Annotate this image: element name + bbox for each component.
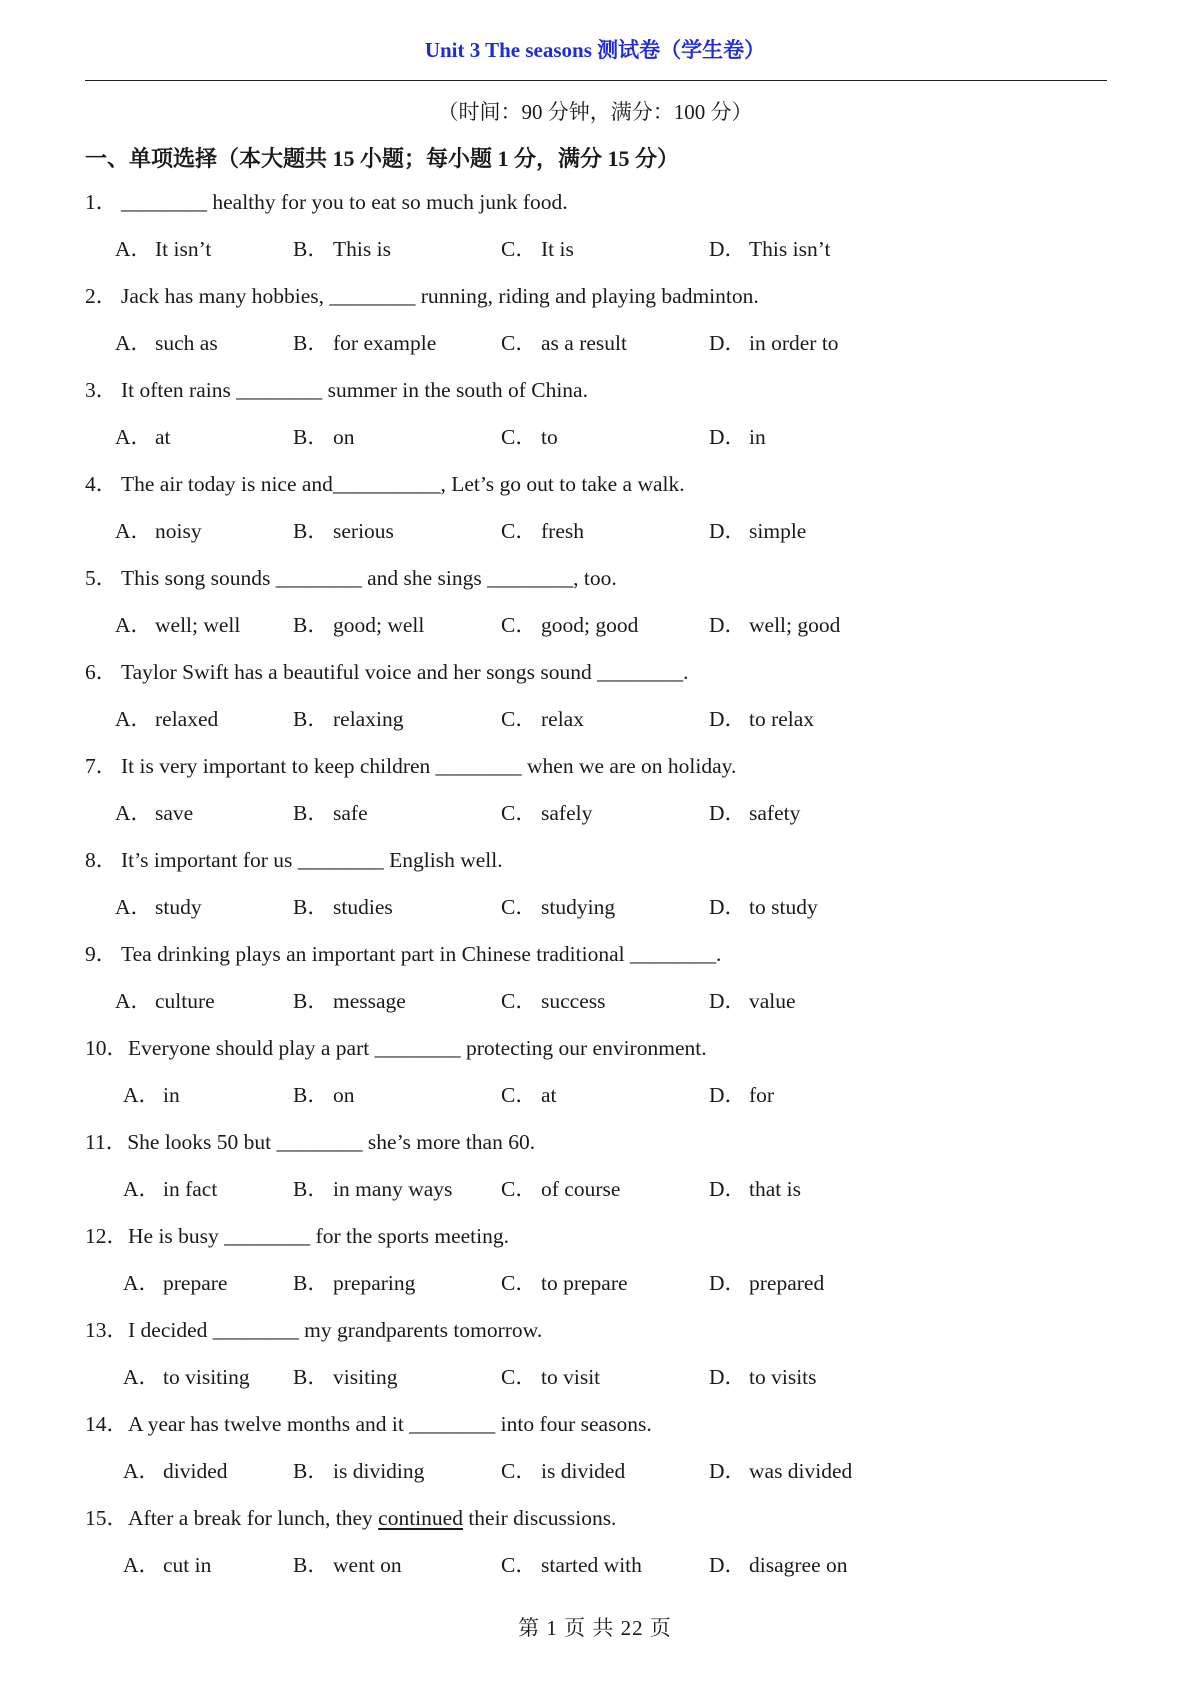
question-text: when we are on holiday. [521, 754, 737, 778]
question-text: into four seasons. [495, 1412, 652, 1436]
question-item [85, 281, 1107, 375]
option-text: in order to [749, 331, 839, 355]
option-text: to [541, 425, 558, 449]
answer-blank: ________ [374, 1036, 461, 1060]
option-letter: C． [501, 237, 537, 261]
answer-options [115, 798, 1075, 828]
option-letter: B． [293, 1083, 329, 1107]
option-a [123, 1268, 227, 1298]
option-letter: B． [293, 237, 329, 261]
question-text: and she sings ________, too. [361, 566, 617, 590]
option-text: cut in [163, 1553, 212, 1577]
option-a [115, 516, 202, 546]
answer-blank: ________ [329, 284, 416, 308]
question-stem [85, 1033, 707, 1063]
question-text: It often rains [121, 378, 237, 402]
option-text: prepared [749, 1271, 825, 1295]
question-item [85, 1127, 1107, 1221]
question-text: After a break for lunch, they [128, 1506, 379, 1530]
option-d [709, 1456, 852, 1486]
question-item [85, 751, 1107, 845]
option-d [709, 422, 766, 452]
option-text: on [333, 425, 355, 449]
option-d [709, 892, 818, 922]
answer-blank: ________ [297, 848, 384, 872]
option-b [293, 610, 424, 640]
option-letter: A． [123, 1271, 161, 1295]
question-number: 12． [85, 1224, 129, 1248]
option-c [501, 1456, 625, 1486]
question-number: 11． [85, 1130, 128, 1154]
option-c [501, 1080, 557, 1110]
option-c [501, 1268, 628, 1298]
option-letter: A． [115, 989, 153, 1013]
question-item [85, 187, 1107, 281]
option-d [709, 1268, 824, 1298]
question-number: 10． [85, 1036, 129, 1060]
option-text: well; well [155, 613, 241, 637]
option-letter: D． [709, 331, 747, 355]
option-letter: A． [123, 1459, 161, 1483]
option-text: was divided [749, 1459, 853, 1483]
option-text: culture [155, 989, 215, 1013]
option-text: such as [155, 331, 218, 355]
option-letter: B． [293, 895, 329, 919]
question-text: English well. [383, 848, 503, 872]
option-text: It isn’t [155, 237, 212, 261]
option-letter: D． [709, 1177, 747, 1201]
question-text: she’s more than 60. [362, 1130, 536, 1154]
answer-options [123, 1268, 1083, 1298]
answer-options [115, 892, 1075, 922]
answer-blank: ________ [276, 1130, 363, 1154]
option-a [115, 328, 218, 358]
answer-blank: ________ [275, 566, 362, 590]
option-c [501, 986, 605, 1016]
option-letter: A． [115, 331, 153, 355]
option-text: for [749, 1083, 775, 1107]
option-text: is divided [541, 1459, 626, 1483]
option-text: relaxed [155, 707, 219, 731]
option-text: noisy [155, 519, 202, 543]
question-item [85, 1033, 1107, 1127]
option-letter: C． [501, 801, 537, 825]
question-stem [85, 1409, 652, 1439]
option-letter: D． [709, 425, 747, 449]
option-text: to visits [749, 1365, 817, 1389]
question-item [85, 939, 1107, 1033]
option-text: that is [749, 1177, 801, 1201]
page-title: Unit 3 The seasons 测试卷（学生卷） [424, 38, 766, 62]
question-text: This song sounds [121, 566, 276, 590]
option-letter: C． [501, 1459, 537, 1483]
answer-blank: __________ [332, 472, 441, 496]
option-c [501, 1174, 620, 1204]
question-text: Taylor Swift has a beautiful voice and her songs sound [121, 660, 598, 684]
option-text: to visit [541, 1365, 601, 1389]
option-b [293, 986, 406, 1016]
question-text: for the sports meeting. [310, 1224, 510, 1248]
option-text: studying [541, 895, 616, 919]
option-letter: D． [709, 519, 747, 543]
question-item [85, 1409, 1107, 1503]
option-a [115, 892, 202, 922]
question-stem [85, 657, 689, 687]
option-d [709, 704, 814, 734]
underlined-word: continued [378, 1506, 463, 1530]
option-b [293, 1174, 452, 1204]
option-text: to relax [749, 707, 815, 731]
option-a [123, 1174, 217, 1204]
option-letter: D． [709, 989, 747, 1013]
question-number: 7． [85, 754, 118, 778]
option-letter: B． [293, 613, 329, 637]
page-number: 第 1 页 共 22 页 [518, 1616, 672, 1640]
option-letter: C． [501, 613, 537, 637]
option-letter: D． [709, 895, 747, 919]
option-letter: B． [293, 519, 329, 543]
option-d [709, 986, 796, 1016]
question-text: healthy for you to eat so much junk food. [207, 190, 568, 214]
question-item [85, 845, 1107, 939]
option-text: for example [333, 331, 437, 355]
answer-options [123, 1174, 1083, 1204]
question-stem [85, 375, 588, 405]
option-letter: D． [709, 1083, 747, 1107]
question-item [85, 1315, 1107, 1409]
option-text: is dividing [333, 1459, 425, 1483]
question-stem [85, 187, 568, 217]
option-text: on [333, 1083, 355, 1107]
option-letter: C． [501, 1177, 537, 1201]
option-letter: B． [293, 1271, 329, 1295]
answer-blank: ________ [435, 754, 522, 778]
option-d [709, 1174, 801, 1204]
answer-blank: ________ [224, 1224, 311, 1248]
option-letter: D． [709, 1365, 747, 1389]
question-stem [85, 1127, 535, 1157]
question-stem [85, 1221, 509, 1251]
question-text: summer in the south of China. [322, 378, 588, 402]
question-number: 2． [85, 284, 118, 308]
option-letter: C． [501, 1271, 537, 1295]
option-text: safety [749, 801, 801, 825]
question-stem [85, 1315, 542, 1345]
question-text: It is very important to keep children [121, 754, 436, 778]
option-text: went on [333, 1553, 402, 1577]
option-c [501, 892, 615, 922]
option-letter: A． [115, 519, 153, 543]
option-text: at [155, 425, 171, 449]
option-a [123, 1550, 211, 1580]
option-b [293, 1550, 402, 1580]
question-item [85, 469, 1107, 563]
question-stem [85, 1503, 616, 1533]
question-item [85, 375, 1107, 469]
option-text: at [541, 1083, 557, 1107]
option-letter: B． [293, 425, 329, 449]
option-letter: D． [709, 237, 747, 261]
answer-blank: ________ [409, 1412, 496, 1436]
option-letter: A． [115, 613, 153, 637]
option-letter: C． [501, 1553, 537, 1577]
question-number: 13． [85, 1318, 129, 1342]
option-text: as a result [541, 331, 627, 355]
option-a [115, 234, 211, 264]
answer-options [123, 1080, 1083, 1110]
option-text: of course [541, 1177, 621, 1201]
option-text: fresh [541, 519, 584, 543]
option-a [115, 798, 193, 828]
header-divider [85, 80, 1107, 81]
option-letter: A． [123, 1177, 161, 1201]
answer-blank: ________ [630, 942, 716, 966]
option-letter: A． [115, 425, 153, 449]
option-letter: A． [123, 1083, 161, 1107]
option-letter: B． [293, 331, 329, 355]
option-text: in [749, 425, 766, 449]
question-text: . [683, 660, 689, 684]
answer-options [123, 1550, 1083, 1580]
question-stem [85, 751, 736, 781]
option-letter: B． [293, 801, 329, 825]
option-text: in many ways [333, 1177, 453, 1201]
option-letter: C． [501, 1083, 537, 1107]
question-text: He is busy [128, 1224, 225, 1248]
question-stem [85, 939, 721, 969]
option-letter: C． [501, 989, 537, 1013]
option-text: started with [541, 1553, 642, 1577]
answer-options [115, 986, 1075, 1016]
option-letter: D． [709, 801, 747, 825]
option-b [293, 422, 355, 452]
option-b [293, 1268, 415, 1298]
option-b [293, 1362, 398, 1392]
option-text: save [155, 801, 194, 825]
option-c [501, 798, 592, 828]
option-text: serious [333, 519, 394, 543]
answer-options [123, 1362, 1083, 1392]
option-letter: B． [293, 707, 329, 731]
option-c [501, 422, 558, 452]
option-text: in fact [163, 1177, 218, 1201]
option-d [709, 328, 839, 358]
option-letter: A． [123, 1365, 161, 1389]
question-item [85, 657, 1107, 751]
option-text: preparing [333, 1271, 416, 1295]
option-text: good; well [333, 613, 425, 637]
option-d [709, 1362, 817, 1392]
question-text: It’s important for us [121, 848, 298, 872]
option-text: This is [333, 237, 391, 261]
option-letter: A． [115, 237, 153, 261]
option-text: in [163, 1083, 180, 1107]
option-b [293, 516, 394, 546]
option-text: relaxing [333, 707, 404, 731]
option-letter: C． [501, 1365, 537, 1389]
answer-options [115, 516, 1075, 546]
option-letter: B． [293, 1459, 329, 1483]
option-letter: C． [501, 331, 537, 355]
question-stem [85, 845, 503, 875]
question-item [85, 563, 1107, 657]
option-c [501, 1550, 642, 1580]
option-b [293, 798, 368, 828]
question-number: 15． [85, 1506, 129, 1530]
question-stem [85, 281, 759, 311]
option-d [709, 1550, 848, 1580]
option-b [293, 1080, 355, 1110]
option-letter: D． [709, 707, 747, 731]
option-text: to prepare [541, 1271, 628, 1295]
answer-options [115, 328, 1075, 358]
option-letter: C． [501, 707, 537, 731]
question-number: 3． [85, 378, 118, 402]
option-b [293, 1456, 424, 1486]
option-letter: D． [709, 1553, 747, 1577]
question-text: their discussions. [462, 1506, 617, 1530]
option-d [709, 798, 800, 828]
option-a [115, 422, 171, 452]
option-text: to visiting [163, 1365, 250, 1389]
question-text: I decided [128, 1318, 213, 1342]
option-a [115, 986, 215, 1016]
question-text: The air today is nice and [121, 472, 333, 496]
question-number: 5． [85, 566, 118, 590]
option-c [501, 234, 574, 264]
question-text: A year has twelve months and it [128, 1412, 410, 1436]
option-a [123, 1456, 228, 1486]
exam-time-and-score: （时间：90 分钟，满分：100 分） [437, 100, 753, 124]
question-number: 14． [85, 1412, 129, 1436]
option-c [501, 704, 584, 734]
option-text: well; good [749, 613, 841, 637]
option-c [501, 1362, 600, 1392]
option-a [123, 1362, 250, 1392]
option-c [501, 516, 584, 546]
option-d [709, 610, 840, 640]
option-letter: A． [123, 1553, 161, 1577]
option-text: divided [163, 1459, 228, 1483]
option-letter: C． [501, 895, 537, 919]
option-letter: B． [293, 989, 329, 1013]
answer-blank: ________ [212, 1318, 299, 1342]
option-letter: D． [709, 613, 747, 637]
option-text: It is [541, 237, 574, 261]
option-letter: A． [115, 801, 153, 825]
question-text: Everyone should play a part [128, 1036, 375, 1060]
section-heading: 一、单项选择（本大题共 15 小题；每小题 1 分，满分 15 分） [85, 146, 680, 171]
answer-blank: ________ [121, 190, 207, 214]
option-b [293, 704, 403, 734]
option-letter: C． [501, 425, 537, 449]
question-number: 6． [85, 660, 118, 684]
option-letter: D． [709, 1459, 747, 1483]
option-text: message [333, 989, 406, 1013]
question-text: protecting our environment. [460, 1036, 707, 1060]
option-a [115, 704, 218, 734]
question-number: 4． [85, 472, 118, 496]
option-text: to study [749, 895, 818, 919]
question-stem [85, 563, 617, 593]
answer-options [115, 234, 1075, 264]
option-letter: B． [293, 1365, 329, 1389]
option-c [501, 610, 638, 640]
option-text: safe [333, 801, 368, 825]
answer-options [123, 1456, 1083, 1486]
answer-options [115, 610, 1075, 640]
option-text: visiting [333, 1365, 398, 1389]
option-text: relax [541, 707, 584, 731]
question-text: She looks 50 but [127, 1130, 277, 1154]
option-text: simple [749, 519, 807, 543]
question-item [85, 1503, 1107, 1597]
question-text: Tea drinking plays an important part in Chinese traditional [121, 942, 630, 966]
option-text: safely [541, 801, 593, 825]
option-b [293, 234, 391, 264]
question-text: my grandparents tomorrow. [298, 1318, 543, 1342]
option-letter: A． [115, 707, 153, 731]
question-text: , Let’s go out to take a walk. [440, 472, 685, 496]
option-text: disagree on [749, 1553, 848, 1577]
answer-blank: ________ [236, 378, 323, 402]
option-a [115, 610, 240, 640]
option-text: study [155, 895, 202, 919]
option-text: good; good [541, 613, 639, 637]
option-text: prepare [163, 1271, 228, 1295]
question-number: 9． [85, 942, 118, 966]
option-letter: D． [709, 1271, 747, 1295]
question-number: 8． [85, 848, 118, 872]
question-number: 1． [85, 190, 118, 214]
option-letter: C． [501, 519, 537, 543]
option-c [501, 328, 627, 358]
question-text: Jack has many hobbies, [121, 284, 330, 308]
option-a [123, 1080, 180, 1110]
answer-options [115, 422, 1075, 452]
option-letter: B． [293, 1553, 329, 1577]
answer-blank: ________ [597, 660, 684, 684]
option-text: studies [333, 895, 393, 919]
option-letter: B． [293, 1177, 329, 1201]
question-text: . [716, 942, 722, 966]
option-text: This isn’t [749, 237, 831, 261]
question-item [85, 1221, 1107, 1315]
answer-options [115, 704, 1075, 734]
option-text: success [541, 989, 606, 1013]
option-letter: A． [115, 895, 153, 919]
question-stem [85, 469, 685, 499]
question-list [85, 187, 1107, 1597]
option-d [709, 516, 806, 546]
option-d [709, 1080, 774, 1110]
option-text: value [749, 989, 796, 1013]
question-text: running, riding and playing badminton. [415, 284, 759, 308]
option-d [709, 234, 830, 264]
option-b [293, 892, 393, 922]
option-b [293, 328, 436, 358]
